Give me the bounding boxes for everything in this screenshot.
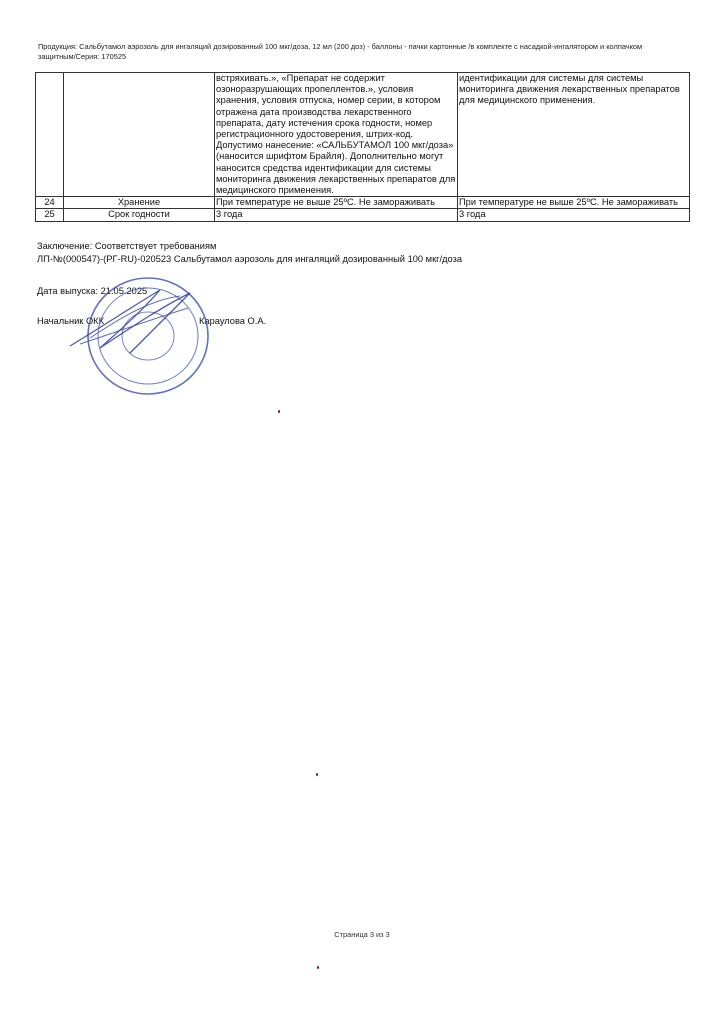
scan-speck (317, 966, 319, 969)
spec-table (35, 72, 690, 222)
scan-speck (278, 410, 280, 413)
row-number: 25 (36, 209, 64, 221)
row-requirement: При температуре не выше 25ºC. Не замораживать (215, 197, 458, 209)
product-header: Продукция: Сальбутамол аэрозоль для ингаляций дозированный 100 мкг/доза, 12 мл (200 доз) - баллоны - пачки картонные /в комплекте с насадкой-ингалятором и колпачком защитным/Серия: 170525 (38, 42, 643, 61)
row-parameter: Хранение (64, 197, 215, 209)
issue-date: Дата выпуска: 21.05.2025 (37, 286, 148, 296)
conclusion-reference: ЛП-№(000547)-(РГ-RU)-020523 Сальбутамол аэрозоль для ингаляций дозированный 100 мкг/доза (37, 254, 463, 264)
row-result: 3 года (458, 209, 690, 221)
row-requirement: встряхивать.», «Препарат не содержит озоноразрушающих пропеллентов.», условия хранения, условия отпуска, номер серии, в котором отражена дата производства лекарственного препарата, дату истечения срока годности, номер регистрационного удостоверения, штрих-код. Допустимо нанесение: «САЛЬБУТАМОЛ 100 мкг/доза» (наносится шрифтом Брайля). Дополнительно могут наносится средства идентификации для системы мониторинга движения лекарственных препаратов для медицинского применения. (215, 73, 458, 197)
row-requirement: 3 года (215, 209, 458, 221)
seal-stamp (60, 268, 230, 408)
table-row (36, 73, 690, 197)
row-number: 24 (36, 197, 64, 209)
row-result: идентификации для системы для системы мониторинга движения лекарственных препаратов для медицинского применения. (458, 73, 690, 197)
scan-speck (316, 773, 318, 776)
conclusion (37, 240, 462, 266)
row-number (36, 73, 64, 197)
page-number: Страница 3 из 3 (334, 930, 390, 939)
signer-position: Начальник ОКК (37, 316, 105, 326)
row-parameter (64, 73, 215, 197)
row-result: При температуре не выше 25ºC. Не замораживать (458, 197, 690, 209)
table-row (36, 197, 690, 209)
conclusion-title: Заключение: Соответствует требованиям (37, 241, 217, 251)
signer-name: Караулова О.А. (199, 316, 267, 326)
table-row (36, 209, 690, 221)
row-parameter: Срок годности (64, 209, 215, 221)
